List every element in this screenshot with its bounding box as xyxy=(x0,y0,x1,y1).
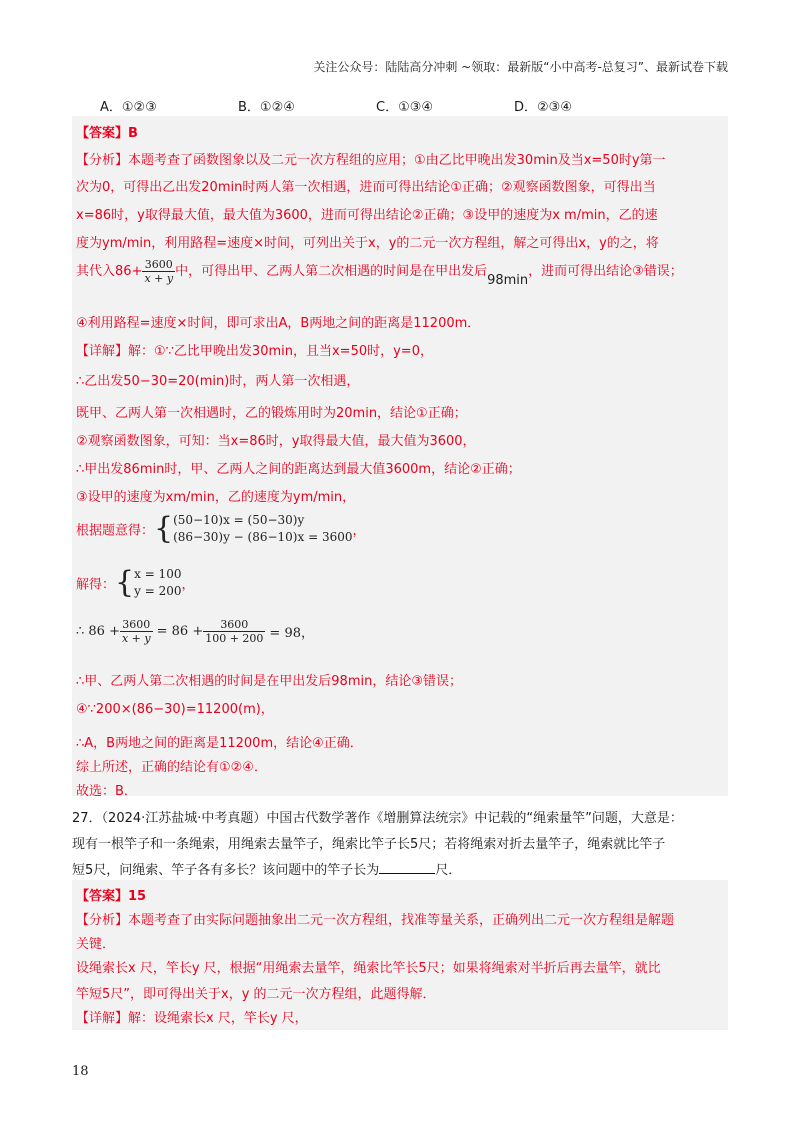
analysis2-line-2: 关键． xyxy=(76,937,116,952)
detail-line-5: ∴甲出发86min时，甲、乙两人之间的距离达到最大值3600m，结论②正确； xyxy=(76,462,521,477)
system-1-eq2: (86−30)y − (86−10)x = 3600 xyxy=(173,530,353,544)
option-a: A．①②③ xyxy=(100,100,157,115)
left-brace: { xyxy=(115,565,135,600)
fraction xyxy=(142,258,175,285)
fraction-denominator: x + y xyxy=(121,632,151,645)
analysis-line-3: x=86时，y取得最大值，最大值为3600，进而可得出结论②正确；③设甲的速度为x m/min，乙的速 xyxy=(76,208,658,223)
detail-line-1: 【详解】解：①∵乙比甲晚出发30min，且当x=50时，y=0， xyxy=(76,344,433,359)
question-27-line-3 xyxy=(72,859,461,878)
answer-options xyxy=(100,96,652,115)
detail-line-4: ②观察函数图象，可知：当x=86时，y取得最大值，最大值为3600， xyxy=(76,434,476,449)
analysis2-line-1: 【分析】本题考查了由实际问题抽象出二元一次方程组，找准等量关系，正确列出二元一次方程组是解题 xyxy=(76,913,675,928)
answer-label-2: 【答案】15 xyxy=(76,889,147,904)
detail-line-3: 既甲、乙两人第一次相遇时，乙的锻炼用时为20min，结论①正确； xyxy=(76,406,467,421)
fraction xyxy=(120,618,153,645)
system-2-label: 解得： xyxy=(76,577,116,593)
calc-post: = 98， xyxy=(269,626,314,641)
detail-line-2: ∴乙出发50−30=20(min)时，两人第一次相遇， xyxy=(76,374,360,389)
analysis-line-4: 度为ym/min，利用路程=速度×时间，可列出关于x，y的二元一次方程组，解之可得出x，y的之，将 xyxy=(76,236,659,251)
detail-line-8: ④∵200×(86−30)=11200(m)， xyxy=(76,702,274,717)
system-2-eq1: x = 100 xyxy=(134,567,182,581)
analysis-line-6: ④利用路程=速度×时间，即可求出A，B两地之间的距离是11200m． xyxy=(76,316,481,331)
answer-blank xyxy=(379,873,435,874)
option-d: D．②③④ xyxy=(514,100,572,115)
analysis-line-1: 【分析】本题考查了函数图象以及二元一次方程组的应用；①由乙比甲晚出发30min及当x=50时y第一 xyxy=(76,153,666,168)
calculation-line xyxy=(76,618,314,645)
answer-label-1: 【答案】B xyxy=(76,126,138,141)
fraction-denominator: x + y xyxy=(144,272,174,285)
analysis-line-5-value: 98min xyxy=(487,273,529,288)
detail3-line-1: 【详解】解：设绳索长x 尺，竿长y 尺， xyxy=(76,1011,308,1026)
question-27-line-1: 27．（2024·江苏盐城·中考真题）中国古代数学著作《增删算法统宗》中记载的“绳索量竿”问题，大意是： xyxy=(72,811,683,826)
left-brace: { xyxy=(154,511,174,546)
option-b: B．①②④ xyxy=(238,100,295,115)
system-2-equations xyxy=(134,566,181,600)
analysis-line-5-mid: 中，可得出甲、乙两人第二次相遇的时间是在甲出发后 xyxy=(175,264,488,279)
fraction-numerator: 3600 xyxy=(203,618,265,632)
analysis-line-5 xyxy=(76,258,683,288)
question-27-line-3-post: 尺． xyxy=(435,863,462,878)
analysis-line-5-post: ，进而可得出结论③错误； xyxy=(528,264,683,279)
calc-pre: ∴ 86 + xyxy=(76,624,120,639)
calc-mid: = 86 + xyxy=(156,624,204,639)
detail-line-7: ∴甲、乙两人第二次相遇的时间是在甲出发后98min，结论③错误； xyxy=(76,674,462,689)
fraction-denominator: 100 + 200 xyxy=(205,632,264,645)
question-27-line-3-pre: 短5尺，问绳索、竿子各有多长？该问题中的竿子长为 xyxy=(72,863,380,878)
analysis2-line-3: 设绳索长x 尺，竿长y 尺，根据“用绳索去量竿，绳索比竿长5尺；如果将绳索对半折后再去量竿，就比 xyxy=(76,961,661,976)
detail-line-9: ∴A，B两地之间的距离是11200m，结论④正确． xyxy=(76,736,363,751)
analysis-line-5-pre: 其代入86+ xyxy=(76,264,143,279)
fraction xyxy=(203,618,265,645)
page-number: 18 xyxy=(72,1064,89,1079)
system-1-tail: ， xyxy=(352,523,366,539)
system-1-label: 根据题意得： xyxy=(76,523,155,539)
system-2-tail: ， xyxy=(181,577,195,593)
equation-system-1 xyxy=(76,512,366,546)
analysis-line-2: 次为0，可得出乙出发20min时两人第一次相遇，进而可得出结论①正确；②观察函数图象，可得出当 xyxy=(76,180,656,195)
system-1-equations xyxy=(173,512,352,546)
fraction-numerator: 3600 xyxy=(120,618,153,632)
question-27-line-2: 现有一根竿子和一条绳索，用绳索去量竿子，绳索比竿子长5尺；若将绳索对折去量竿子，绳索就比竿子 xyxy=(72,837,666,852)
fraction-numerator: 3600 xyxy=(142,258,175,272)
detail-line-6: ③设甲的速度为xm/min，乙的速度为ym/min， xyxy=(76,490,356,505)
analysis2-line-4: 竿短5尺”，即可得出关于x，y 的二元一次方程组，此题得解． xyxy=(76,987,436,1002)
system-2-eq2: y = 200 xyxy=(134,584,182,598)
option-c: C．①③④ xyxy=(376,100,434,115)
page-header: 关注公众号：陆陆高分冲刺 ~领取：最新版“小中高考-总复习”、最新试卷下载 xyxy=(313,60,728,74)
detail-line-10: 综上所述，正确的结论有①②④． xyxy=(76,760,267,775)
equation-system-2 xyxy=(76,566,195,600)
system-1-eq1: (50−10)x = (50−30)y xyxy=(173,513,305,527)
detail-line-11: 故选：B． xyxy=(76,784,137,799)
